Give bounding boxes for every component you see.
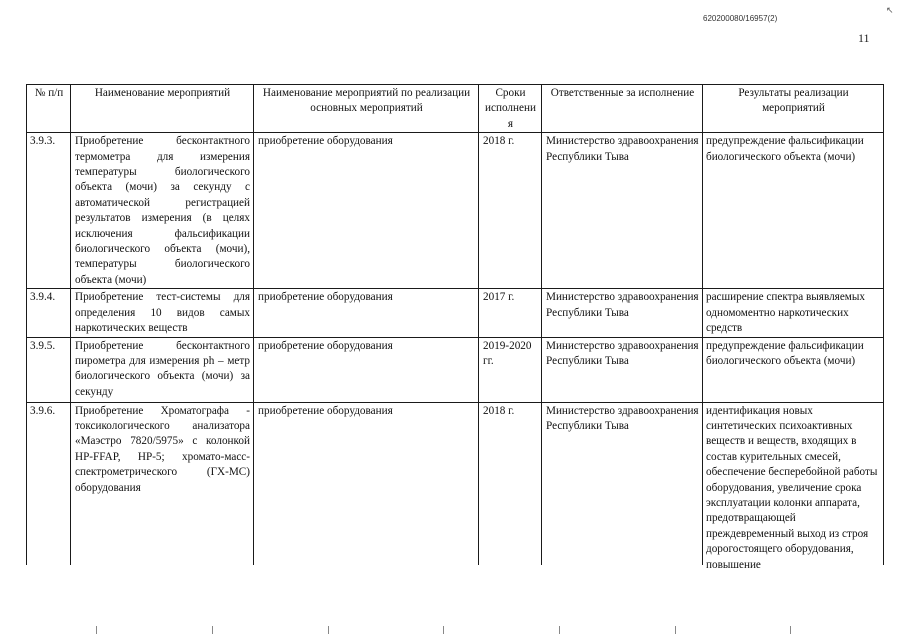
- implementation-action: приобретение оборудования: [254, 289, 479, 337]
- result: предупреждение фальсификации биологического объекта (мочи): [703, 337, 884, 402]
- result-text: идентификация новых синтетических психоактивных веществ и веществ, входящих в состав курительных смесей, обеспечение бесперебойной работы оборудования, увеличение срока эксплуатации колонки аппарата, предотвращающей преждевременный выход из строя дорогостоящего оборудования, повышение: [706, 404, 878, 571]
- table-row: [27, 133, 884, 289]
- deadline: 2018 г.: [479, 402, 542, 565]
- column-header-results: Результаты реализации мероприятий: [703, 85, 884, 133]
- page-number: 11: [858, 31, 870, 45]
- measures-table: [26, 84, 884, 571]
- implementation-action: приобретение оборудования: [254, 337, 479, 402]
- measure-name: Приобретение тест-системы для определения 10 видов самых наркотических веществ: [71, 289, 254, 337]
- responsible: Министерство здравоохранения Республики Тыва: [542, 402, 703, 565]
- row-number: 3.9.5.: [27, 337, 71, 402]
- row-number: 3.9.6.: [27, 402, 71, 565]
- deadline: 2019-2020 гг.: [479, 337, 542, 402]
- measure-name-text: Приобретение Хроматографа - токсикологического анализатора «Маэстро 7820/5975» с колонкой HP-FFAP, HP-5; хромато-масс-спектрометрического (ГХ-МС) оборудования: [75, 404, 250, 494]
- result: [703, 402, 884, 571]
- responsible: Министерство здравоохранения Республики Тыва: [542, 337, 703, 402]
- row-number: 3.9.3.: [27, 133, 71, 289]
- result: предупреждение фальсификации биологического объекта (мочи): [703, 133, 884, 289]
- implementation-action: приобретение оборудования: [254, 133, 479, 289]
- column-header-measure-name: Наименование мероприятий: [71, 85, 254, 133]
- implementation-action: приобретение оборудования: [254, 402, 479, 565]
- corner-mark: ↖: [886, 6, 894, 16]
- responsible: Министерство здравоохранения Республики Тыва: [542, 289, 703, 337]
- deadline: 2017 г.: [479, 289, 542, 337]
- table-row: [27, 402, 884, 565]
- column-header-responsible: Ответственные за исполнение: [542, 85, 703, 133]
- table-header-row: [27, 85, 884, 133]
- row-number: 3.9.4.: [27, 289, 71, 337]
- measure-name: [71, 402, 254, 565]
- table-row: [27, 289, 884, 337]
- deadline: 2018 г.: [479, 133, 542, 289]
- column-header-implementation: Наименование мероприятий по реализации основных мероприятий: [254, 85, 479, 133]
- table-row: [27, 337, 884, 402]
- result: расширение спектра выявляемых одномоментно наркотических средств: [703, 289, 884, 337]
- measure-name: Приобретение бесконтактного пирометра для измерения ph – метр биологического объекта (мочи) за секунду: [71, 337, 254, 402]
- column-header-number: № п/п: [27, 85, 71, 133]
- measure-name: Приобретение бесконтактного термометра для измерения температуры биологического объекта (мочи) за секунду с автоматической регистрацией результатов измерения (в целях исключения фальсификации биологического объекта (мочи), температуры биологического объекта (мочи): [71, 133, 254, 289]
- document-id: 620200080/16957(2): [703, 14, 778, 23]
- column-header-deadline: Сроки исполнения: [479, 85, 542, 133]
- responsible: Министерство здравоохранения Республики Тыва: [542, 133, 703, 289]
